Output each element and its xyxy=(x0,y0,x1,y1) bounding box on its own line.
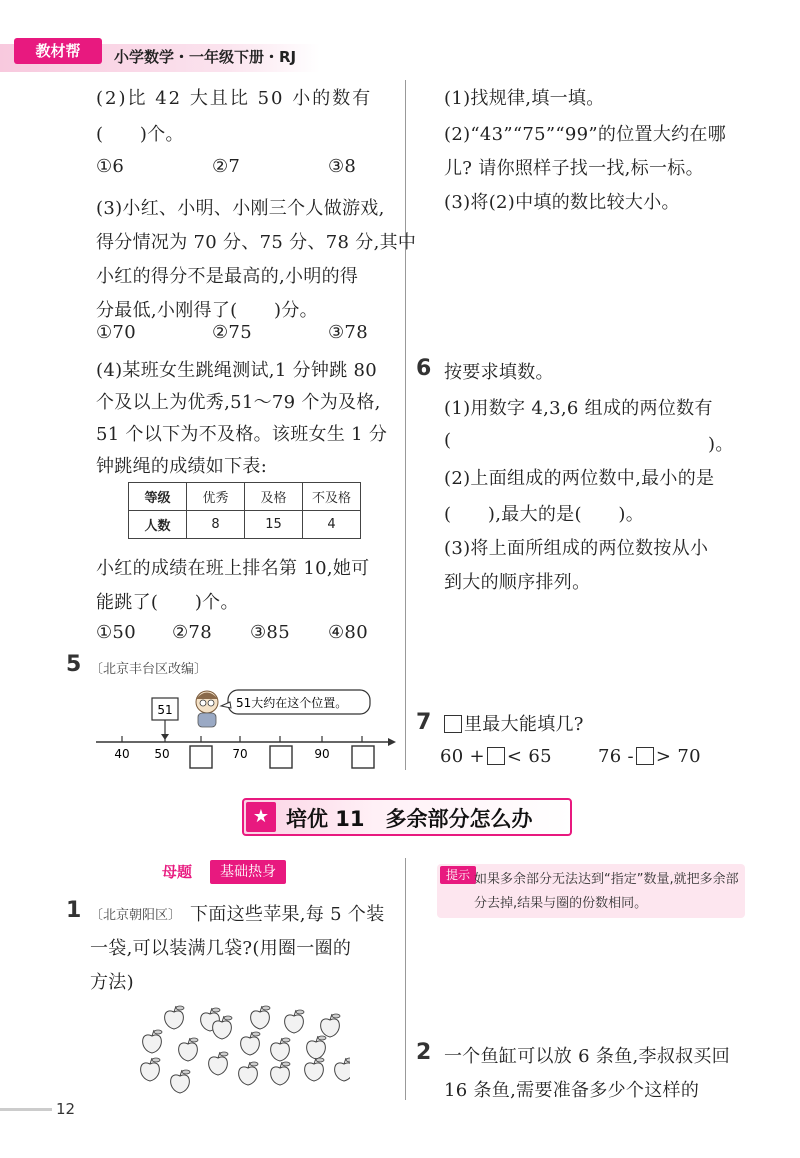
q5-part1: (1)找规律,填一填。 xyxy=(444,88,605,109)
q4-option-2: ②78 xyxy=(172,622,212,643)
q7-answer-box-1[interactable] xyxy=(487,747,505,765)
q6-line1: 按要求填数。 xyxy=(444,362,554,383)
speech-bubble-text: 51大约在这个位置。 xyxy=(236,696,348,710)
q3-option-3: ③78 xyxy=(328,322,368,343)
q4-line1: (4)某班女生跳绳测试,1 分钟跳 80 xyxy=(96,360,378,381)
tick-label: 40 xyxy=(114,747,130,761)
section-title: 培优 11 多余部分怎么办 xyxy=(286,807,533,831)
apple-icon xyxy=(179,1038,198,1061)
warmup-tag: 基础热身 xyxy=(210,860,286,884)
banner-star-icon: ★ xyxy=(246,802,276,832)
q4-line2: 个及以上为优秀,51～79 个为及格, xyxy=(96,392,381,413)
q5-part3: (3)将(2)中填的数比较大小。 xyxy=(444,192,680,213)
q7-expression-2 xyxy=(598,746,701,767)
apple-icon xyxy=(307,1036,326,1059)
apple-icon xyxy=(321,1014,340,1037)
q7-prompt xyxy=(442,710,584,736)
q4-option-1: ①50 xyxy=(96,622,136,643)
header-badge: 教材帮 xyxy=(14,38,102,64)
q2-option-1: ①6 xyxy=(96,156,125,177)
q3-option-1: ①70 xyxy=(96,322,136,343)
mother-question-tag: 母题 xyxy=(162,863,193,881)
answer-box[interactable] xyxy=(270,746,292,768)
q6-line5: ( ),最大的是( )。 xyxy=(444,504,645,525)
q7-expr1-right: < 65 xyxy=(506,746,552,767)
apples-figure xyxy=(130,1004,350,1100)
hint-tag: 提示 xyxy=(440,866,476,884)
q2-line2: ( )个。 xyxy=(96,124,184,145)
q6-open-paren: ( xyxy=(444,430,452,451)
apple-icon xyxy=(171,1070,190,1093)
rq2-number: 2 xyxy=(416,1040,432,1065)
table-header-cell: 不及格 xyxy=(303,483,361,511)
lq1-source: 〔北京朝阳区〕 xyxy=(90,908,182,923)
table-row xyxy=(129,511,361,539)
tick-label: 90 xyxy=(314,747,330,761)
apple-icon xyxy=(241,1032,260,1055)
footer-line xyxy=(0,1108,52,1111)
table-header-cell: 及格 xyxy=(245,483,303,511)
q7-number: 7 xyxy=(416,710,432,735)
apple-icon xyxy=(209,1052,228,1075)
score-table xyxy=(128,482,361,539)
q7-expr2-right: > 70 xyxy=(655,746,701,767)
hint-text: 如果多余部分无法达到“指定”数量,就把多余部分去掉,结果与圈的份数相同。 xyxy=(474,872,739,911)
q5-part2-line2: 儿? 请你照样子找一找,标一标。 xyxy=(444,158,704,179)
q3-line2: 得分情况为 70 分、75 分、78 分,其中 xyxy=(96,232,417,253)
q2-line1: (2)比 42 大且比 50 小的数有 xyxy=(96,88,373,109)
table-row-label: 人数 xyxy=(129,511,187,539)
q4-option-3: ③85 xyxy=(250,622,290,643)
q4-line3: 51 个以下为不及格。该班女生 1 分 xyxy=(96,424,388,445)
tick-label: 50 xyxy=(154,747,170,761)
table-header-cell: 优秀 xyxy=(187,483,245,511)
q4-line4: 钟跳绳的成绩如下表: xyxy=(96,456,268,477)
q5-number: 5 xyxy=(66,652,82,677)
q6-close-paren: )。 xyxy=(708,434,734,455)
number-line-marked-value: 51 xyxy=(157,703,173,717)
lq1-line2: 一袋,可以装满几袋?(用圈一圈的 xyxy=(90,938,352,959)
table-cell: 4 xyxy=(303,511,361,539)
table-header-cell: 等级 xyxy=(129,483,187,511)
q7-prompt-box xyxy=(444,715,462,733)
rq2-line2: 16 条鱼,需要准备多少个这样的 xyxy=(444,1080,700,1101)
column-divider-bottom xyxy=(405,858,406,1100)
apple-icon xyxy=(285,1010,304,1033)
q7-expr1-left: 60 + xyxy=(440,746,485,767)
q4-after-line2: 能跳了( )个。 xyxy=(96,592,239,613)
q3-line3: 小红的得分不是最高的,小明的得 xyxy=(96,266,359,287)
q6-number: 6 xyxy=(416,356,432,381)
q4-option-4: ④80 xyxy=(328,622,368,643)
page-number: 12 xyxy=(56,1100,76,1118)
lq1-line3: 方法) xyxy=(90,972,134,993)
q3-option-2: ②75 xyxy=(212,322,252,343)
header-title: 小学数学・一年级下册・RJ xyxy=(114,48,297,66)
q5-source: 〔北京丰台区改编〕 xyxy=(90,662,208,677)
q2-option-3: ③8 xyxy=(328,156,357,177)
lq1-number: 1 xyxy=(66,898,82,923)
q5-part2-line1: (2)“43”“75”“99”的位置大约在哪 xyxy=(444,124,727,145)
q2-option-2: ②7 xyxy=(212,156,241,177)
table-cell: 8 xyxy=(187,511,245,539)
table-cell: 15 xyxy=(245,511,303,539)
tick-label: 70 xyxy=(232,747,248,761)
apple-icon xyxy=(305,1058,324,1081)
apple-icon xyxy=(141,1058,160,1081)
lq1-line1: 下面这些苹果,每 5 个装 xyxy=(190,904,385,925)
q7-expr2-left: 76 - xyxy=(598,746,634,767)
q7-expression-1 xyxy=(440,746,552,767)
apple-icon xyxy=(143,1030,162,1053)
answer-box[interactable] xyxy=(190,746,212,768)
q3-line1: (3)小红、小明、小刚三个人做游戏, xyxy=(96,198,385,219)
q3-line4: 分最低,小刚得了( )分。 xyxy=(96,300,318,321)
q4-after-line1: 小红的成绩在班上排名第 10,她可 xyxy=(96,558,370,579)
q7-answer-box-2[interactable] xyxy=(636,747,654,765)
q6-line7: 到大的顺序排列。 xyxy=(444,572,591,593)
q6-line2: (1)用数字 4,3,6 组成的两位数有 xyxy=(444,398,713,419)
apple-icon xyxy=(335,1058,350,1081)
table-row xyxy=(129,483,361,511)
apple-icon xyxy=(271,1038,290,1061)
q6-line6: (3)将上面所组成的两位数按从小 xyxy=(444,538,709,559)
apple-icon xyxy=(239,1062,258,1085)
apple-icon xyxy=(251,1006,270,1029)
number-line-figure xyxy=(90,684,400,774)
number-line-ticks xyxy=(122,736,362,742)
kid-character-icon xyxy=(196,691,218,727)
answer-box[interactable] xyxy=(352,746,374,768)
rq2-line1: 一个鱼缸可以放 6 条鱼,李叔叔买回 xyxy=(444,1046,731,1067)
apple-icon xyxy=(271,1062,290,1085)
q6-line4: (2)上面组成的两位数中,最小的是 xyxy=(444,468,715,489)
column-divider-top xyxy=(405,80,406,770)
apple-icon xyxy=(165,1006,184,1029)
q7-prompt-text: 里最大能填几? xyxy=(464,714,584,735)
